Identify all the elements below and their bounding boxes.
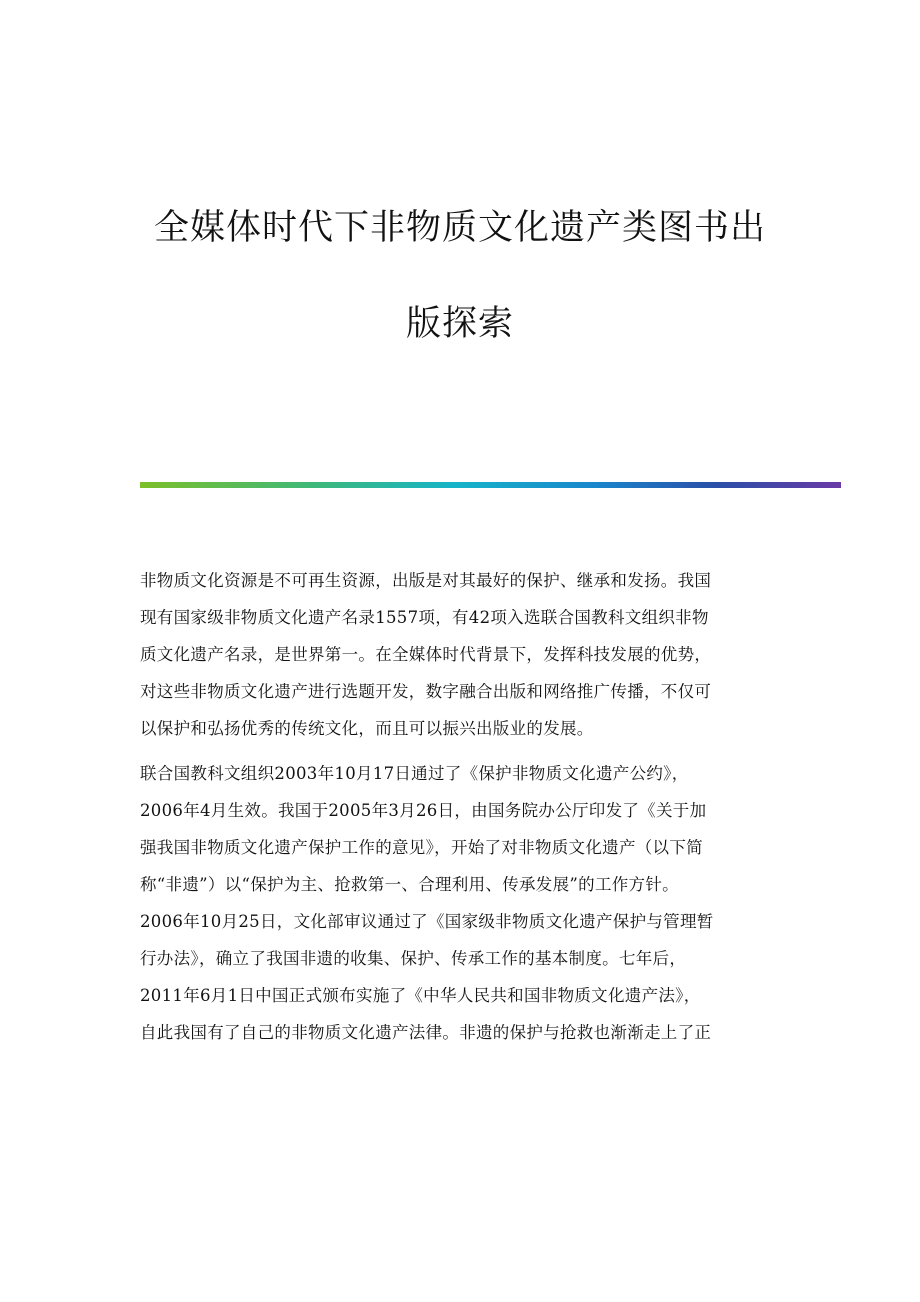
text-line: 行办法》，确立了我国非遗的收集、保护、传承工作的基本制度。七年后， xyxy=(140,949,687,968)
text-line: 2006年10月25日，文化部审议通过了《国家级非物质文化遗产保护与管理暂 xyxy=(140,912,714,931)
paragraph xyxy=(140,562,780,747)
title-line: 全媒体时代下非物质文化遗产类图书出 xyxy=(153,208,766,248)
gradient-divider xyxy=(140,482,841,488)
text-line: 联合国教科文组织2003年10月17日通过了《保护非物质文化遗产公约》， xyxy=(140,764,689,783)
text-line: 强我国非物质文化遗产保护工作的意见》，开始了对非物质文化遗产（以下简 xyxy=(140,838,703,857)
paragraph xyxy=(140,755,780,1051)
text-line: 质文化遗产名录，是世界第一。在全媒体时代背景下，发挥科技发展的优势， xyxy=(140,645,712,664)
text-line: 2011年6月1日中国正式颁布实施了《中华人民共和国非物质文化遗产法》， xyxy=(140,986,701,1005)
document-title xyxy=(0,208,920,344)
text-line: 2006年4月生效。我国于2005年3月26日，由国务院办公厅印发了《关于加 xyxy=(140,801,707,820)
text-line: 以保护和弘扬优秀的传统文化，而且可以振兴出版业的发展。 xyxy=(140,719,594,738)
text-line: 非物质文化资源是不可再生资源，出版是对其最好的保护、继承和发扬。我国 xyxy=(140,571,712,590)
text-line: 称“非遗”）以“保护为主、抢救第一、合理利用、传承发展”的工作方针。 xyxy=(140,875,679,894)
text-line: 现有国家级非物质文化遗产名录1557项，有42项入选联合国教科文组织非物 xyxy=(140,608,709,627)
text-line: 对这些非物质文化遗产进行选题开发，数字融合出版和网络推广传播，不仅可 xyxy=(140,682,712,701)
document-body xyxy=(140,562,780,1059)
title-line: 版探索 xyxy=(405,304,514,344)
text-line: 自此我国有了自己的非物质文化遗产法律。非遗的保护与抢救也渐渐走上了正 xyxy=(140,1023,712,1042)
